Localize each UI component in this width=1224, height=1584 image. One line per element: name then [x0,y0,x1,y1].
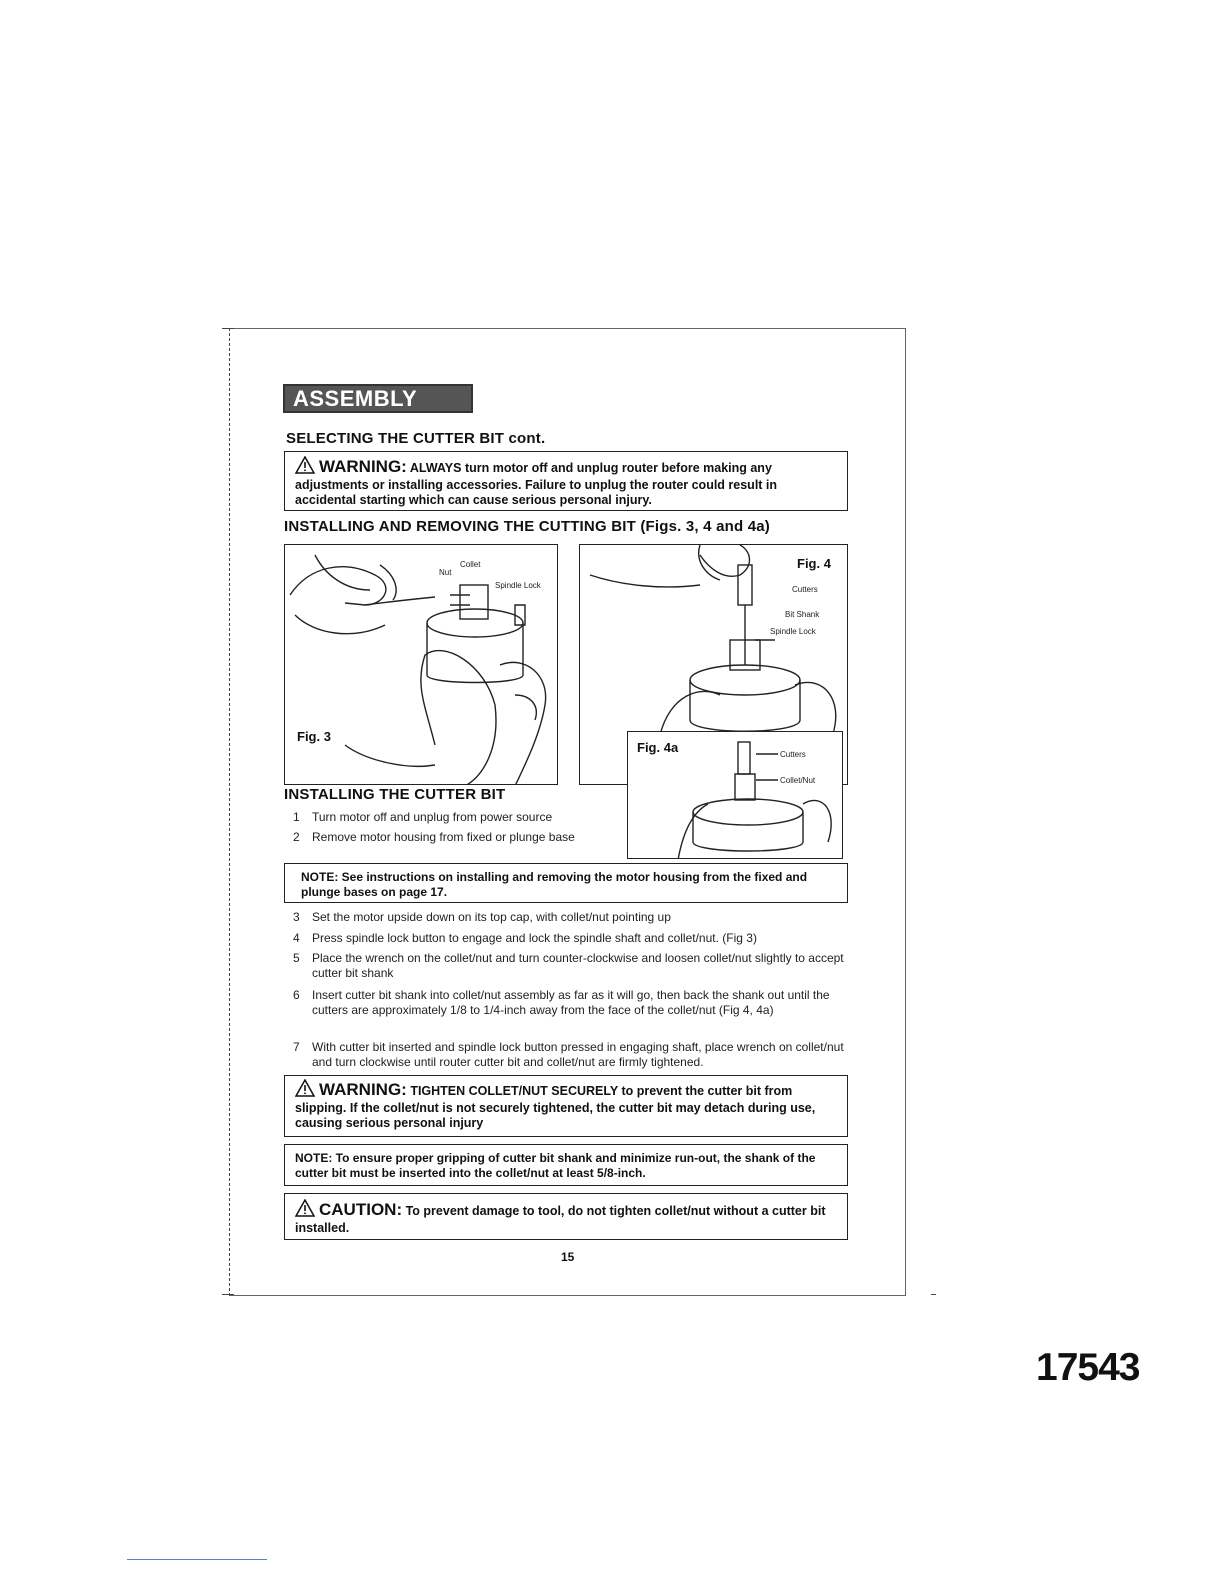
caution-box [284,1193,848,1240]
section-badge: ASSEMBLY cont. [283,384,473,413]
step-number: 5 [293,951,300,965]
caution-text: To prevent damage to tool, do not tighten collet/nut without a cutter bit installed. [295,1204,826,1235]
footer-rule [127,1559,267,1560]
label-spindle-lock: Spindle Lock [495,581,541,590]
note-text: NOTE: To ensure proper gripping of cutter bit shank and minimize run-out, the shank of the cutter bit must be inserted into the collet/nut at least 5/8-inch. [295,1151,816,1180]
figure-4-title: Fig. 4 [797,556,831,571]
frame-corner-mark [931,1294,936,1295]
figure-3-title: Fig. 3 [297,729,331,744]
step-number: 1 [293,810,300,824]
warning-box [284,1075,848,1137]
section-title: SELECTING THE CUTTER BIT cont. [286,430,546,447]
page-number: 15 [561,1250,575,1264]
warning-text: ALWAYS turn motor off and unplug router before making any adjustments or installing accessories. Failure to unplug the router could result in accidental starting which can cause serious personal injury. [295,461,778,507]
label-nut: Nut [439,568,452,577]
step-text: Set the motor upside down on its top cap, with collet/nut pointing up [312,910,671,924]
step-number: 4 [293,931,300,945]
warning-box [284,451,848,511]
step-number: 2 [293,830,300,844]
warning-label: WARNING: [319,457,407,476]
step-item [293,1040,858,1072]
note-box [284,1144,848,1186]
step-item [293,810,623,825]
label-spindle-lock: Spindle Lock [770,627,816,636]
step-text: Press spindle lock button to engage and lock the spindle shaft and collet/nut. (Fig 3) [312,931,757,945]
step-item [293,910,853,925]
figure-4a-title: Fig. 4a [637,740,679,755]
step-item [293,931,853,946]
step-item [293,951,853,983]
step-number: 6 [293,988,300,1002]
warning-triangle-icon [295,456,315,478]
step-number: 3 [293,910,300,924]
step-text: With cutter bit inserted and spindle lock button pressed in engaging shaft, place wrench on collet/nut and turn clockwise until router cutter bit and collet/nut are firmly tightened. [312,1040,844,1069]
installing-title: INSTALLING AND REMOVING THE CUTTING BIT (Figs. 3, 4 and 4a) [284,518,770,535]
step-text: Place the wrench on the collet/nut and turn counter-clockwise and loosen collet/nut slightly to accept cutter bit shank [312,951,844,980]
figure-4a [627,731,843,859]
label-cutters: Cutters [792,585,818,594]
frame-corner-mark [222,1294,234,1295]
warning-label: WARNING: [319,1080,407,1099]
label-collet: Collet [460,560,481,569]
figure-3 [284,544,558,785]
frame-corner-mark [222,328,234,329]
label-collet-nut: Collet/Nut [780,776,816,785]
note-box [284,863,848,903]
step-text: Insert cutter bit shank into collet/nut assembly as far as it will go, then back the shank out until the cutters are approximately 1/8 to 1/4-inch away from the face of the collet/nut (Fig 4, 4a) [312,988,830,1017]
step-text: Remove motor housing from fixed or plunge base [312,830,575,844]
warning-triangle-icon [295,1079,315,1101]
document-id: 17543 [1036,1346,1140,1389]
step-text: Turn motor off and unplug from power source [312,810,553,824]
caution-label: CAUTION: [319,1200,403,1219]
warning-text: TIGHTEN COLLET/NUT SECURELY to prevent the cutter bit from slipping. If the collet/nut is not securely tightened, the cutter bit may detach during use, causing serious personal injury [295,1084,816,1130]
step-item [293,830,623,845]
step-item [293,988,853,1035]
step-number: 7 [293,1040,300,1054]
note-text: NOTE: See instructions on installing and removing the motor housing from the fixed and plunge bases on page 17. [301,870,808,899]
label-bit-shank: Bit Shank [785,610,820,619]
warning-triangle-icon [295,1199,315,1221]
label-cutters: Cutters [780,750,806,759]
cutter-title: INSTALLING THE CUTTER BIT [284,786,506,803]
